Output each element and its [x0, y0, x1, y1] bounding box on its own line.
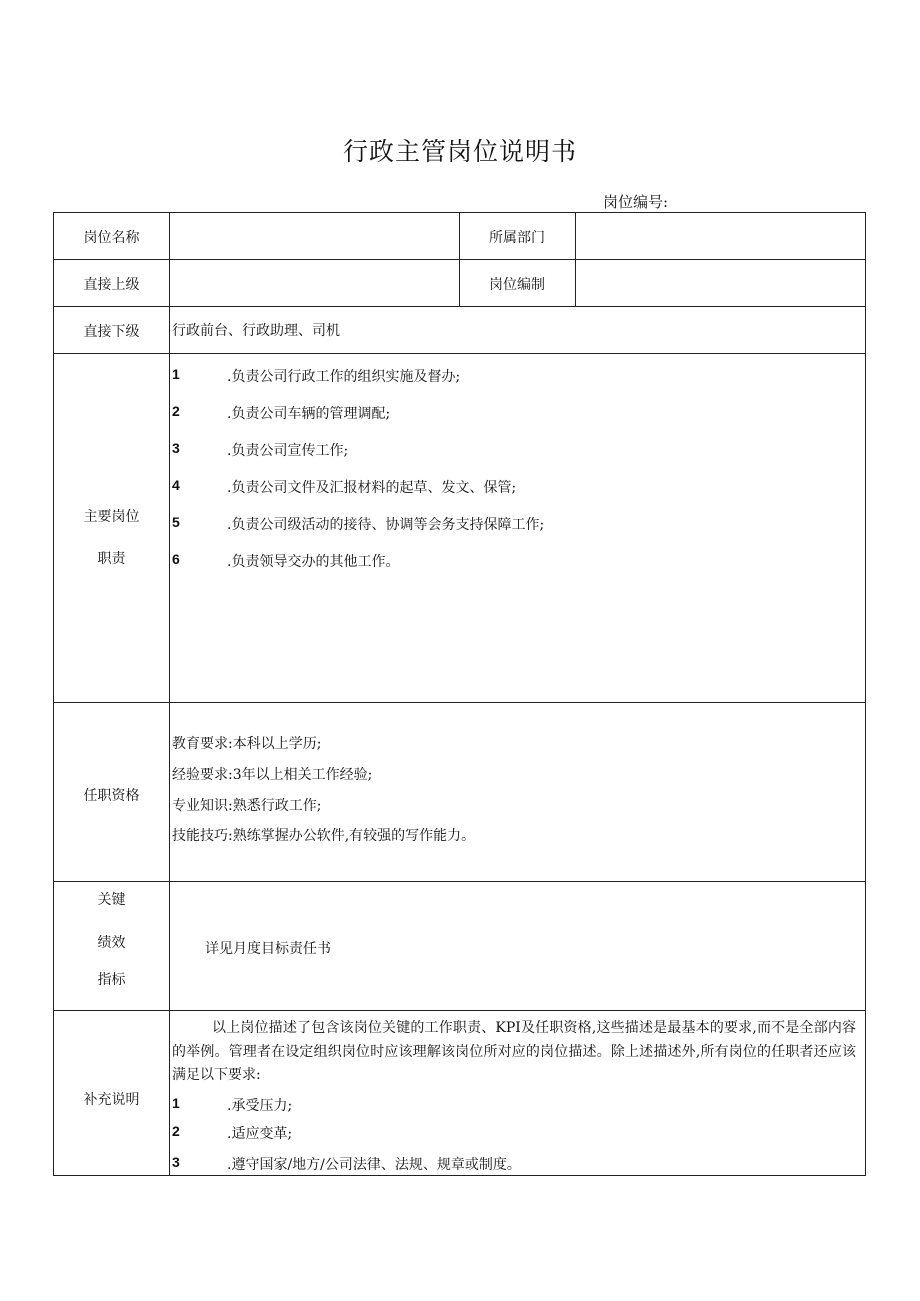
supplement-item-number: 3 [172, 1154, 180, 1170]
kpi-label-line3: 指标 [97, 972, 126, 988]
duties-label-line2: 职责 [97, 551, 126, 567]
duty-item-number: 6 [172, 551, 180, 567]
direct-subordinate-value: 行政前台、行政助理、司机 [172, 323, 340, 339]
duty-item-number: 5 [172, 514, 180, 530]
duty-item-number: 4 [172, 477, 180, 493]
duty-item-text: .负责公司行政工作的组织实施及督办; [227, 369, 461, 385]
qualifications-label: 任职资格 [83, 788, 140, 804]
column-divider [169, 213, 170, 1175]
row-divider [54, 702, 865, 703]
duty-item-text: .负责领导交办的其他工作。 [227, 554, 400, 570]
supplement-item-text: .承受压力; [227, 1098, 293, 1114]
post-number-label: 岗位编号: [603, 193, 669, 211]
direct-superior-label: 直接上级 [83, 277, 140, 293]
department-label: 所属部门 [489, 230, 545, 246]
duty-item-text: .负责公司文件及汇报材料的起草、发文、保管; [227, 480, 517, 496]
supplement-item-text: .遵守国家/地方/公司法律、法规、规章或制度。 [227, 1157, 521, 1173]
document-title: 行政主管岗位说明书 [342, 137, 577, 166]
qualification-line: 技能技巧:熟练掌握办公软件,有较强的写作能力。 [172, 828, 476, 844]
headcount-label: 岗位编制 [489, 277, 545, 293]
duties-label-line1: 主要岗位 [83, 509, 140, 525]
supplement-item-text: .适应变革; [227, 1126, 293, 1142]
direct-subordinate-label: 直接下级 [83, 324, 140, 340]
row-divider [54, 1010, 865, 1011]
row-divider [54, 306, 865, 307]
column-divider [575, 213, 576, 306]
kpi-value: 详见月度目标责任书 [205, 941, 331, 957]
row-divider [54, 881, 865, 882]
duty-item-text: .负责公司宣传工作; [227, 443, 349, 459]
qualification-line: 教育要求:本科以上学历; [172, 736, 322, 752]
duty-item-number: 2 [172, 403, 180, 419]
duty-item-number: 3 [172, 440, 180, 456]
kpi-label-line2: 绩效 [97, 935, 126, 951]
row-divider [54, 353, 865, 354]
supplement-item-number: 1 [172, 1095, 180, 1111]
duty-item-text: .负责公司车辆的管理调配; [227, 406, 391, 422]
qualification-line: 经验要求:3年以上相关工作经验; [172, 767, 373, 783]
supplement-label: 补充说明 [83, 1092, 140, 1108]
duty-item-number: 1 [172, 366, 180, 382]
supplement-paragraph: 以上岗位描述了包含该岗位关键的工作职责、KPI及任职资格,这些描述是最基本的要求,而不是全部内容的举例。管理者在设定组织岗位时应该理解该岗位所对应的岗位描述。除上述描述外,所有岗位的任职者还应该满足以下要求: [172, 1020, 856, 1083]
qualification-line: 专业知识:熟悉行政工作; [172, 798, 322, 814]
position-name-label: 岗位名称 [83, 230, 140, 246]
supplement-item-number: 2 [172, 1123, 180, 1139]
job-description-table [53, 212, 866, 1176]
duty-item-text: .负责公司级活动的接待、协调等会务支持保障工作; [227, 517, 545, 533]
kpi-label-line1: 关键 [97, 892, 126, 908]
